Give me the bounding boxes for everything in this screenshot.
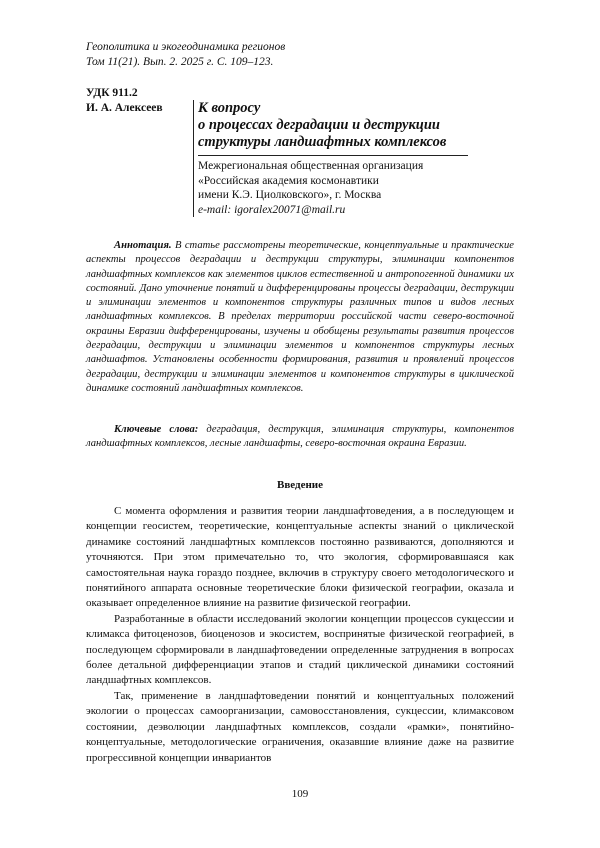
title-line: о процессах деградации и деструкции — [198, 117, 468, 134]
abstract-text: В статье рассмотрены теоретические, концептуальные и практические аспекты процессов деградации и деструкции структуры, элиминации компонентов ландшафтных комплексов как элементов циклов естественной и антропогенной динамики их состояний. Дано уточнение понятий и дифференцированы процессы деградации, деструкции и элиминации элементов и компонентов структуры различных типов и видов лесных ландшафтных комплексов. В пределах территории российской части северо-восточной окраины Евразии дифференцированы, изучены и обобщены результаты развития процессов деградации, деструкции и элиминации элементов и компонентов структуры лесных ландшафтов. Установлены особенности формирования, развития и проявлений процессов деградации, деструкции и элиминации элементов и компонентов структуры в циклической динамике состояний ландшафтных комплексов. — [86, 240, 514, 394]
article-title — [198, 100, 468, 156]
title-line: К вопросу — [198, 100, 468, 117]
affiliation-line: Межрегиональная общественная организация — [198, 159, 528, 174]
section-heading: Введение — [86, 479, 514, 491]
abstract-label: Аннотация. — [114, 240, 172, 251]
author-name: И. А. Алексеев — [86, 101, 163, 116]
paragraph: С момента оформления и развития теории ландшафтоведения, а в последующем и концепции геосистем, теоретические, концептуальные аспекты знаний о циклической динамике состояний ландшафтных комплексов постоянно развиваются, дополняются и уточняются. При этом примечательно то, что экология, сформировавшаяся как самостоятельная наука гораздо позднее, включив в структуру своего методологического и понятийного аппарата основные теоретические блоки физической географии, оказала и оказывает определенное влияние на развитие физической географии. — [86, 504, 514, 612]
journal-header — [86, 40, 526, 70]
paragraph: Разработанные в области исследований экологии концепции процессов сукцессии и климакса фитоценозов, биоценозов и экосистем, воспринятые физической географией, в последующем сформировали в ландшафтоведении определенные затруднения в вопросах более детальной дифференциации этапов и стадий циклической динамики состояний ландшафтных комплексов. — [86, 612, 514, 689]
page-number: 109 — [0, 788, 600, 800]
author-email: e-mail: igoralex20071@mail.ru — [198, 203, 528, 218]
keywords-text: деградация, деструкция, элиминация структуры, компонентов ландшафтных комплексов, лесные ландшафты, северо-восточная окраина Евразии. — [86, 424, 514, 449]
body-text — [86, 504, 514, 766]
journal-title: Геополитика и экогеодинамика регионов — [86, 40, 526, 55]
paragraph: Так, применение в ландшафтоведении понятий и концептуальных положений экологии о процессах самоорганизации, самовосстановления, сукцессии, климаксовом состоянии, деэволюции ландшафтных комплексов, создали «рамки», понятийно-концептуальные, методологические ограничения, оказавшие влияние даже на развитие прогрессивной концепции инвариантов — [86, 689, 514, 766]
title-line: структуры ландшафтных комплексов — [198, 134, 468, 151]
affiliation-line: имени К.Э. Циолковского», г. Москва — [198, 188, 528, 203]
title-block — [193, 100, 528, 217]
journal-volume: Том 11(21). Вып. 2. 2025 г. С. 109–123. — [86, 55, 526, 70]
abstract — [86, 239, 514, 396]
udk-code: УДК 911.2 — [86, 86, 138, 101]
keywords — [86, 423, 514, 452]
keywords-label: Ключевые слова: — [114, 424, 198, 435]
affiliation — [198, 159, 528, 217]
affiliation-line: «Российская академия космонавтики — [198, 174, 528, 189]
